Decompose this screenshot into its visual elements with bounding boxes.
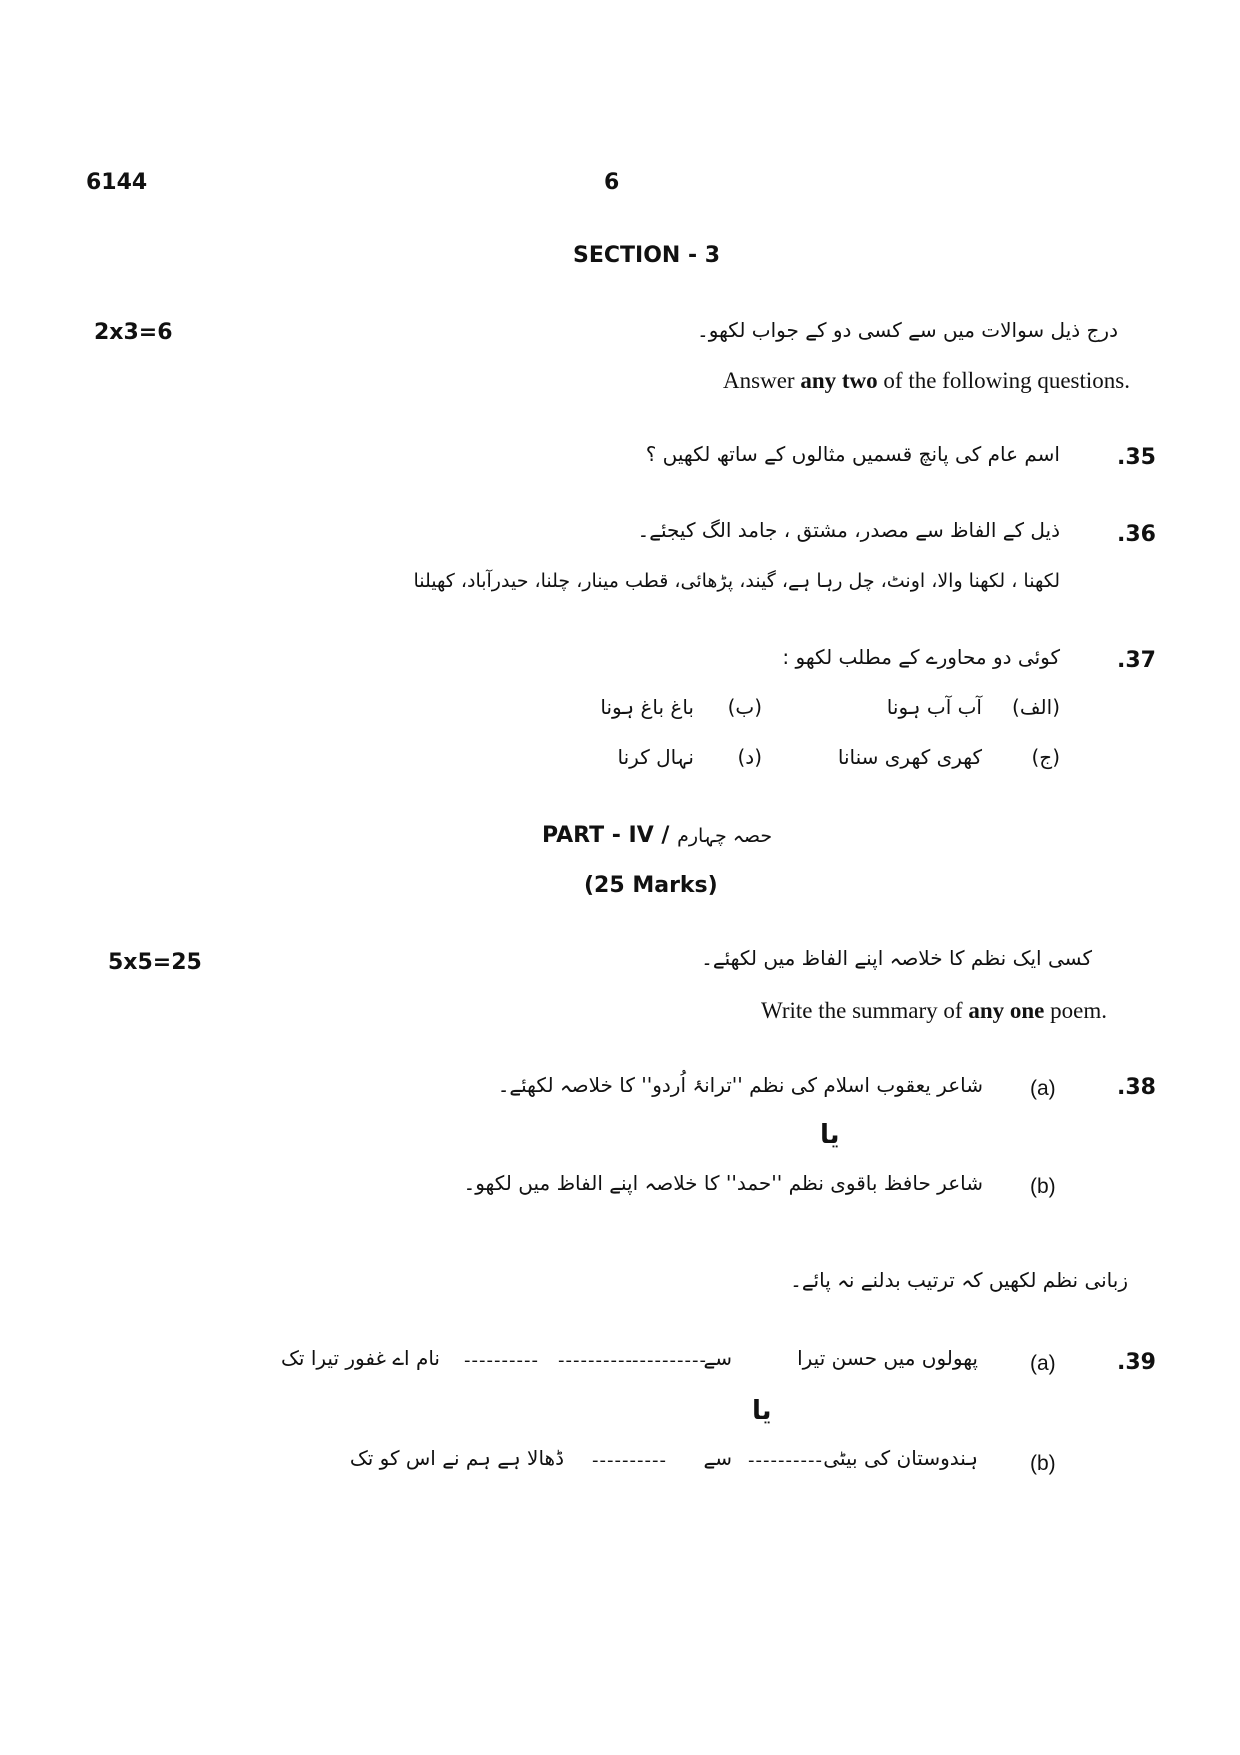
q37-number: .37 <box>1117 648 1156 673</box>
q39-a-blank: ---------- <box>632 1350 707 1371</box>
section3-instruction-urdu: درج ذیل سوالات میں سے کسی دو کے جواب لکھو۔ <box>697 318 1118 342</box>
part4-instruction-en <box>761 998 1107 1024</box>
section3-instruction-en <box>723 368 1130 394</box>
q39-b-blank: ---------- <box>592 1450 667 1471</box>
q37-text: کوئی دو محاورے کے مطلب لکھو : <box>782 645 1060 669</box>
part4-marks: 5x5=25 <box>108 950 202 975</box>
q39-number: .39 <box>1117 1350 1156 1375</box>
section3-marks: 2x3=6 <box>94 320 173 345</box>
q38-b-label: (b) <box>1030 1175 1056 1198</box>
q37-option-text: آب آب ہونا <box>886 695 982 719</box>
q39-b-label: (b) <box>1030 1452 1056 1475</box>
instruction-text: poem. <box>1044 998 1107 1023</box>
instruction-text: Write the summary of <box>761 998 969 1023</box>
q37-option-text: کھری کھری سنانا <box>837 745 982 769</box>
instruction-bold: any one <box>968 998 1045 1023</box>
q37-option-text: باغ باغ ہونا <box>600 695 694 719</box>
q39-a-mid: سے <box>703 1346 732 1370</box>
q37-option-label: (ج) <box>1031 745 1060 769</box>
q37-option-label: (د) <box>737 745 762 769</box>
q38-number: .38 <box>1117 1075 1156 1100</box>
part4-instruction-urdu: کسی ایک نظم کا خلاصہ اپنے الفاظ میں لکھئے۔ <box>701 946 1092 970</box>
page-number: 6 <box>604 170 620 195</box>
part4-title-urdu: حصہ چہارم <box>677 825 773 847</box>
q39-b-blank: ---------- <box>748 1450 823 1471</box>
instruction-text: Answer <box>723 368 801 393</box>
q39-a-label: (a) <box>1030 1352 1056 1375</box>
part4-marks-total: (25 Marks) <box>584 873 718 898</box>
q39-a-blank: ---------- <box>558 1350 633 1371</box>
q39-b-mid: سے <box>703 1446 732 1470</box>
q39-instruction-urdu: زبانی نظم لکھیں کہ ترتیب بدلنے نہ پائے۔ <box>790 1268 1128 1292</box>
instruction-text: of the following questions. <box>877 368 1130 393</box>
paper-code: 6144 <box>86 170 148 195</box>
q39-b-end: ڈھالا ہے ہم نے اس کو تک <box>349 1446 564 1470</box>
part4-title-en: PART - IV / <box>542 823 678 848</box>
q38-b-text: شاعر حافظ باقوی نظم ''حمد'' کا خلاصہ اپنے الفاظ میں لکھو۔ <box>463 1171 983 1195</box>
q39-a-end: نام اے غفور تیرا تک <box>281 1346 440 1370</box>
q36-words: لکھنا ، لکھنا والا، اونٹ، چل رہا ہے، گیند، پڑھائی، قطب مینار، چلنا، حیدرآباد، کھیلنا <box>413 570 1060 592</box>
q35-text: اسم عام کی پانچ قسمیں مثالوں کے ساتھ لکھیں ؟ <box>645 442 1060 466</box>
q37-option-label: (ب) <box>727 695 762 719</box>
q37-option-label: (الف) <box>1012 695 1060 719</box>
section-title: SECTION - 3 <box>573 243 721 268</box>
part4-title <box>542 823 772 848</box>
q37-option-text: نہال کرنا <box>617 745 694 769</box>
q39-a-start: پھولوں میں حسن تیرا <box>797 1346 978 1370</box>
q36-number: .36 <box>1117 522 1156 547</box>
q38-a-label: (a) <box>1030 1077 1056 1100</box>
q36-text: ذیل کے الفاظ سے مصدر، مشتق ، جامد الگ کیجئے۔ <box>637 518 1060 542</box>
q38-a-text: شاعر یعقوب اسلام کی نظم ''ترانۂ اُردو'' کا خلاصہ لکھئے۔ <box>497 1073 983 1097</box>
q38-or: یا <box>820 1120 840 1150</box>
q35-number: .35 <box>1117 445 1156 470</box>
instruction-bold: any two <box>800 368 878 393</box>
q39-or: یا <box>752 1396 772 1426</box>
q39-b-start: ہندوستان کی بیٹی <box>823 1446 978 1470</box>
q39-a-blank: ---------- <box>464 1350 539 1371</box>
